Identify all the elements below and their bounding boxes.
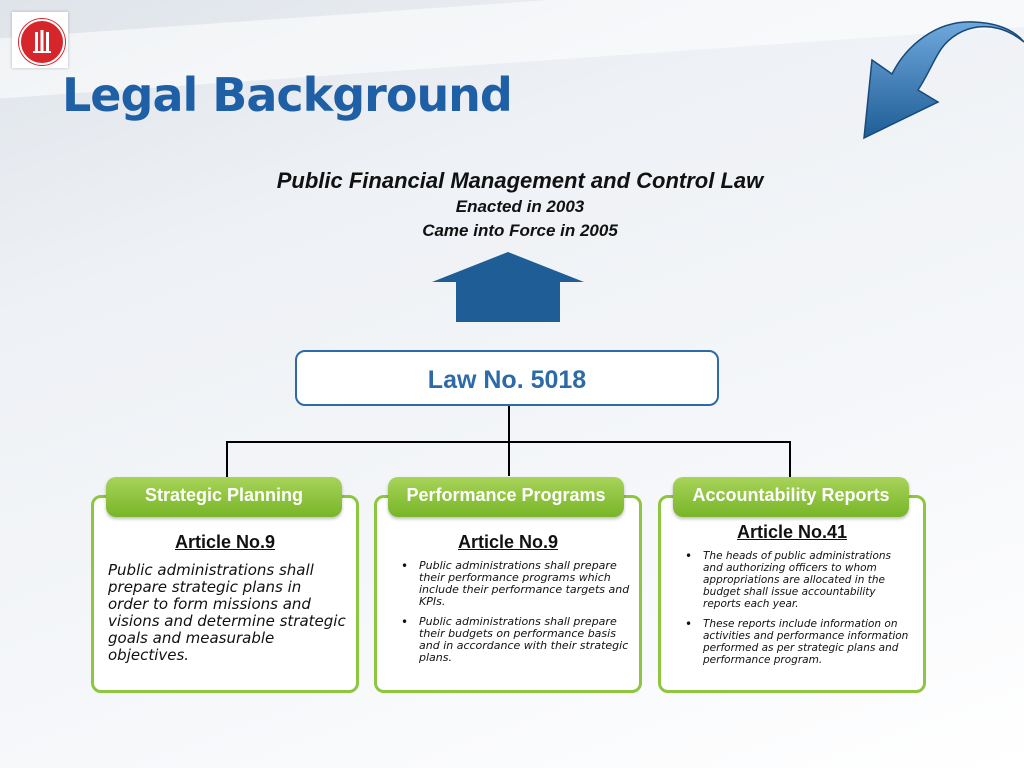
tab-strategic-planning: Strategic Planning xyxy=(106,477,342,517)
law-enacted: Enacted in 2003 xyxy=(455,197,585,216)
tab-performance-programs: Performance Programs xyxy=(388,477,624,517)
bullet-item: • These reports include information on activities and performance information performed as per strategic plans and performance program. xyxy=(681,618,913,666)
card-bullets xyxy=(397,560,631,672)
law-in-force: Came into Force in 2005 xyxy=(422,221,618,240)
logo-mark-icon xyxy=(21,21,63,63)
bullet-item: • Public administrations shall prepare their budgets on performance basis and in accordance with their strategic plans. xyxy=(397,616,631,664)
card-article: Article No.9 xyxy=(174,532,276,552)
law-number-box: Law No. 5018 xyxy=(295,350,719,406)
connector-left xyxy=(226,441,228,481)
card-strategic-planning xyxy=(91,495,359,693)
up-arrow-icon xyxy=(432,252,584,322)
logo-icon xyxy=(12,12,68,68)
connector-right xyxy=(789,441,791,479)
connector-horizontal xyxy=(226,441,791,443)
card-performance-programs xyxy=(374,495,642,693)
curved-arrow-icon xyxy=(840,20,1024,145)
card-bullets xyxy=(681,550,913,674)
card-article: Article No.41 xyxy=(736,522,848,542)
slide-title: Legal Background xyxy=(62,68,512,122)
law-name: Public Financial Management and Control Law xyxy=(276,168,764,193)
card-text: Public administrations shall prepare strategic plans in order to form missions and visions and determine strategic goals and measurable objectives. xyxy=(108,561,346,664)
bullet-item: • The heads of public administrations and authorizing officers to whom appropriations are allocated in the budget shall issue accountability reports each year. xyxy=(681,550,913,610)
card-article: Article No.9 xyxy=(457,532,559,552)
logo-emblem xyxy=(19,19,65,65)
bullet-item: • Public administrations shall prepare their performance programs which include their performance targets and KPIs. xyxy=(397,560,631,608)
tab-accountability-reports: Accountability Reports xyxy=(673,477,909,517)
card-accountability-reports xyxy=(658,495,926,693)
